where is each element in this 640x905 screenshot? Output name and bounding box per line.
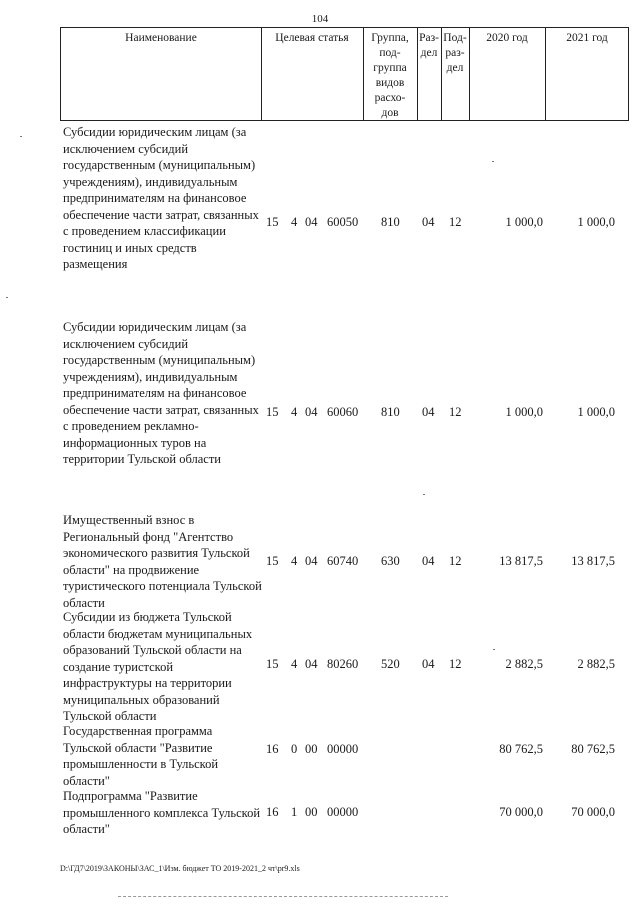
target-subprogram: 4 <box>291 215 298 229</box>
target-direction: 60740 <box>327 554 359 568</box>
scan-speck <box>492 161 494 162</box>
amount-2021: 1 000,0 <box>577 215 615 229</box>
group-code: 520 <box>381 657 400 671</box>
scan-speck <box>20 136 22 137</box>
target-direction: 00000 <box>327 805 359 819</box>
target-subprogram: 4 <box>291 405 298 419</box>
target-subprogram: 0 <box>291 742 298 756</box>
row-name: Имущественный взнос в Региональный фонд "Агентство экономического развития Тульской области" на продвижение туристического потенциала Тульской области <box>63 513 262 610</box>
target-direction: 80260 <box>327 657 359 671</box>
target-program: 15 <box>266 405 279 419</box>
target-subprogram: 1 <box>291 805 298 819</box>
amount-2020: 70 000,0 <box>499 805 543 819</box>
row-name: Субсидии юридическим лицам (за исключением субсидий государственным (муниципальным) учреждениям), индивидуальным предпринимателям на финансовое обеспечение части затрат, связанных с проведением рекламно-информационных туров на территории Тульской области <box>63 320 259 466</box>
header-subsection: Под- раз- дел <box>443 32 467 74</box>
target-event: 04 <box>305 657 318 671</box>
target-subprogram: 4 <box>291 657 298 671</box>
target-program: 15 <box>266 554 279 568</box>
subsection-code: 12 <box>449 405 462 419</box>
row-name: Субсидии из бюджета Тульской области бюджетам муниципальных образований Тульской области на создание туристской инфраструктуры на территории муниципальных образований Тульской области <box>63 610 253 723</box>
group-code: 810 <box>381 405 400 419</box>
row-name: Подпрограмма "Развитие промышленного комплекса Тульской области" <box>63 789 261 836</box>
file-path: D:\ГД7\2019\ЗАКОНЫ\ЗАС_1\Изм. бюджет ТО 2019-2021_2 чт\pr9.xls <box>60 864 300 873</box>
target-event: 04 <box>305 554 318 568</box>
target-event: 00 <box>305 742 318 756</box>
header-target: Целевая статья <box>275 32 349 44</box>
amount-2021: 2 882,5 <box>577 657 615 671</box>
target-event: 04 <box>305 215 318 229</box>
section-code: 04 <box>422 405 435 419</box>
target-program: 16 <box>266 805 279 819</box>
bottom-divider <box>118 896 448 897</box>
target-direction: 60050 <box>327 215 359 229</box>
row-name: Государственная программа Тульской области "Развитие промышленности в Тульской области" <box>63 724 219 788</box>
header-2021: 2021 год <box>566 32 608 44</box>
group-code: 630 <box>381 554 400 568</box>
amount-2020: 1 000,0 <box>505 405 543 419</box>
amount-2020: 13 817,5 <box>499 554 543 568</box>
amount-2021: 70 000,0 <box>571 805 615 819</box>
amount-2020: 2 882,5 <box>505 657 543 671</box>
section-code: 04 <box>422 554 435 568</box>
section-code: 04 <box>422 657 435 671</box>
target-event: 04 <box>305 405 318 419</box>
target-subprogram: 4 <box>291 554 298 568</box>
target-direction: 00000 <box>327 742 359 756</box>
subsection-code: 12 <box>449 215 462 229</box>
subsection-code: 12 <box>449 657 462 671</box>
header-group: Группа, под- группа видов расхо- дов <box>371 32 409 119</box>
amount-2021: 13 817,5 <box>571 554 615 568</box>
amount-2020: 1 000,0 <box>505 215 543 229</box>
target-program: 15 <box>266 215 279 229</box>
section-code: 04 <box>422 215 435 229</box>
row-name: Субсидии юридическим лицам (за исключением субсидий государственным (муниципальным) учреждениям), индивидуальным предпринимателям на финансовое обеспечение части затрат, связанных с проведением классификации гостиниц и иных средств размещения <box>63 125 259 271</box>
target-program: 16 <box>266 742 279 756</box>
amount-2021: 80 762,5 <box>571 742 615 756</box>
scan-speck <box>493 649 495 650</box>
target-event: 00 <box>305 805 318 819</box>
target-program: 15 <box>266 657 279 671</box>
header-2020: 2020 год <box>486 32 528 44</box>
header-section: Раз- дел <box>419 32 439 59</box>
amount-2020: 80 762,5 <box>499 742 543 756</box>
table-header <box>60 27 629 121</box>
header-name: Наименование <box>125 32 197 44</box>
group-code: 810 <box>381 215 400 229</box>
page-number: 104 <box>311 13 329 25</box>
target-direction: 60060 <box>327 405 359 419</box>
scan-speck <box>423 494 425 495</box>
amount-2021: 1 000,0 <box>577 405 615 419</box>
scan-speck <box>6 297 8 298</box>
subsection-code: 12 <box>449 554 462 568</box>
